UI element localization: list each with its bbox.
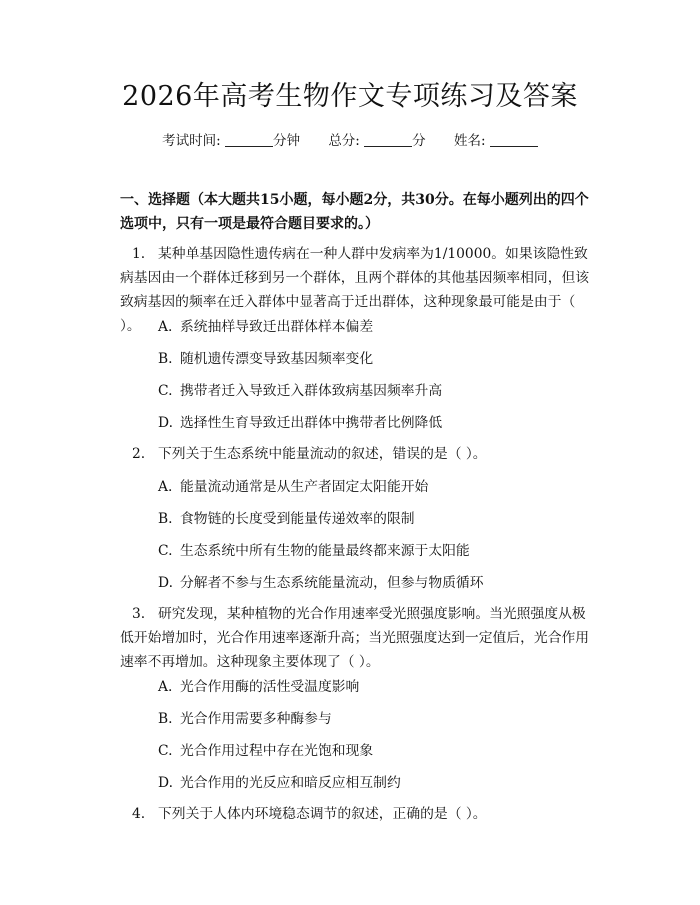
option-label: A. <box>158 319 173 335</box>
total-score-blank <box>364 132 412 147</box>
exam-info <box>0 130 700 152</box>
exam-time-blank <box>225 132 273 147</box>
name-label: 姓名: <box>453 133 486 149</box>
question-number: 2. <box>132 446 146 462</box>
name-field <box>454 133 538 149</box>
question-2-option-d <box>158 572 588 594</box>
question-text: 下列关于生态系统中能量流动的叙述，错误的是（ ）。 <box>158 446 487 462</box>
question-3-stem <box>120 602 590 674</box>
option-label: D. <box>158 775 173 791</box>
exam-time-field <box>162 133 300 149</box>
total-score-field <box>328 133 425 149</box>
option-text: 能量流动通常是从生产者固定太阳能开始 <box>180 479 429 495</box>
option-text: 食物链的长度受到能量传递效率的限制 <box>180 511 415 527</box>
option-text: 系统抽样导致迁出群体样本偏差 <box>180 319 374 335</box>
option-label: B. <box>158 351 173 367</box>
option-text: 生态系统中所有生物的能量最终都来源于太阳能 <box>180 543 470 559</box>
option-text: 光合作用需要多种酶参与 <box>180 711 332 727</box>
option-label: D. <box>158 575 173 591</box>
exam-time-unit: 分钟 <box>273 133 301 149</box>
question-number: 4. <box>132 806 146 822</box>
option-label: B. <box>158 711 173 727</box>
question-3-option-d <box>158 772 588 794</box>
section-heading: 一、选择题（本大题共15小题，每小题2分，共30分。在每小题列出的四个选项中，只有一项是最符合题目要求的。） <box>120 192 589 232</box>
question-1-option-a <box>158 316 588 338</box>
option-text: 随机遗传漂变导致基因频率变化 <box>180 351 374 367</box>
total-score-unit: 分 <box>412 133 426 149</box>
question-3-option-c <box>158 740 588 762</box>
option-label: A. <box>158 479 173 495</box>
option-label: B. <box>158 511 173 527</box>
question-2-option-c <box>158 540 588 562</box>
question-number: 3. <box>132 606 146 622</box>
option-label: A. <box>158 679 173 695</box>
option-label: C. <box>158 383 173 399</box>
question-text: 研究发现，某种植物的光合作用速率受光照强度影响。当光照强度从极低开始增加时，光合作用速率逐渐升高；当光照强度达到一定值后，光合作用速率不再增加。这种现象主要体现了（ ）。 <box>120 606 590 670</box>
name-blank <box>490 132 538 147</box>
page-title: 2026年高考生物作文专项练习及答案 <box>122 81 578 112</box>
question-3-option-b <box>158 708 588 730</box>
option-text: 光合作用酶的活性受温度影响 <box>180 679 360 695</box>
question-2-stem <box>120 442 590 466</box>
question-1-option-d <box>158 412 588 434</box>
option-text: 光合作用的光反应和暗反应相互制约 <box>180 775 401 791</box>
question-text: 下列关于人体内环境稳态调节的叙述，正确的是（ ）。 <box>158 806 487 822</box>
option-text: 分解者不参与生态系统能量流动，但参与物质循环 <box>180 575 484 591</box>
question-1-option-c <box>158 380 588 402</box>
exam-time-label: 考试时间: <box>162 133 221 149</box>
question-4-stem <box>120 802 590 826</box>
option-label: C. <box>158 543 173 559</box>
total-score-label: 总分: <box>328 133 360 149</box>
option-label: C. <box>158 743 173 759</box>
question-2-option-a <box>158 476 588 498</box>
question-text: 某种单基因隐性遗传病在一种人群中发病率为1/10000。如果该隐性致病基因由一个群体迁移到另一个群体，且两个群体的其他基因频率相同，但该致病基因的频率在迁入群体中显著高于迁出群体，这种现象最可能是由于（ ）。 <box>120 246 590 334</box>
question-number: 1. <box>132 246 146 262</box>
option-text: 光合作用过程中存在光饱和现象 <box>180 743 374 759</box>
option-text: 选择性生育导致迁出群体中携带者比例降低 <box>180 415 443 431</box>
option-label: D. <box>158 415 173 431</box>
question-3-option-a <box>158 676 588 698</box>
option-text: 携带者迁入导致迁入群体致病基因频率升高 <box>180 383 443 399</box>
question-2-option-b <box>158 508 588 530</box>
question-1-option-b <box>158 348 588 370</box>
